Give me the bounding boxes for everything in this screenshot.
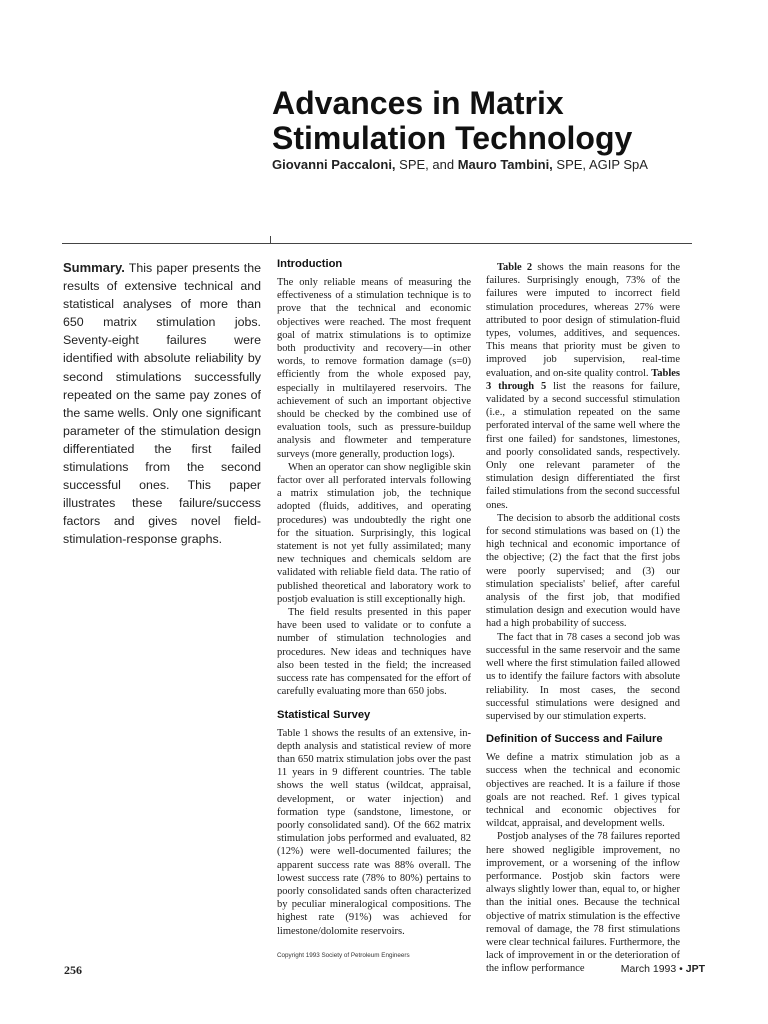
middle-column [277,258,471,959]
copyright-notice: Copyright 1993 Society of Petroleum Engineers [277,951,410,959]
author-2-affiliation: SPE, AGIP SpA [552,157,648,172]
right-paragraph-1: Table 2 shows the main reasons for the failures. Surprisingly enough, 73% of the failures were imputed to incorrect field stimulation procedures, whereas 27% were attributed to poor design of stimulation-fluid types, volumes, additives, and sequences. This means that priority must be given to improved job supervision, real-time evaluation, and on-site quality control. Tables 3 through 5 list the reasons for failure, validated by a second successful stimulation (i.e., a stimulation repeated on the same perforated interval of the same well where the first one failed) for sandstones, limestones, and poorly consolidated sands, respectively. Only one relevant parameter of the stimulation design differentiated the first failed stimulations from the second successful ones. [486,262,680,511]
introduction-paragraph-1: The only reliable means of measuring the effectiveness of a stimulation technique is to prove that the technical and economic objectives were reached. The most frequent goal of matrix stimulations is to optimize both productivity and recovery—in other words, to remove formation damage (s=0) efficiently from the whole exposed pay, especially in multilayered reservoirs. The achievement of such an important objective should be checked by the combined use of evaluation tools, such as pressure-buildup analysis and flowmeter and temperature surveys (more generally, production logs). [277,277,471,460]
journal-name: JPT [685,963,705,975]
right-paragraph-3: The fact that in 78 cases a second job was successful in the same reservoir and the same well where the first stimulation failed allowed us to identify the failure factors with absolute reliability. In most cases, the second successful stimulations were designed and supervised by our stimulation experts. [486,631,680,722]
table-2-ref: Table 2 [497,262,533,273]
summary-label: Summary. [63,260,125,275]
author-1-affiliation: SPE, and [395,157,458,172]
header-divider-tick [270,236,271,243]
statistical-survey-heading: Statistical Survey [277,708,371,721]
introduction-paragraph-2: When an operator can show negligible skin factor over all perforated intervals following a matrix stimulation job, the technique adopted (fluids, additives, and operating procedures) was undoubtedly the right one for the situation. Surprisingly, this logical statement is not yet fully assimilated; many new techniques and chemicals seldom are validated with reliable field data. The ratio of published theoretical and laboratory work to postjob evaluation is still exceptionally high. [277,461,471,605]
title-line-1: Advances in Matrix [272,85,564,121]
definition-heading: Definition of Success and Failure [486,733,663,746]
author-2-name: Mauro Tambini, [457,157,553,172]
summary-block [63,259,261,549]
right-paragraph-2: The decision to absorb the additional costs for second stimulations was based on (1) the high technical and economic importance of the objective; (2) the fact that the first jobs were poorly supervised; and (3) our stimulation specialists' belief, after careful analysis of the first job, that modified stimulation design and execution would have had a high probability of success. [486,512,680,630]
right-column [486,261,680,976]
tables-3-5-ref: Tables 3 through 5 [486,367,680,392]
definition-paragraph-2: Postjob analyses of the 78 failures reported here showed negligible improvement, no improvement, or a worsening of the inflow performance. Postjob skin factors were always slightly lower than, equal to, or higher than the initial ones. Because the technical objective of matrix stimulation is the effective removal of damage, the 78 first stimulations were clear technical failures. Furthermore, the lack of improvement in or the deterioration of the inflow performance [486,831,680,975]
header-divider [62,243,692,244]
summary-text: This paper presents the results of extensive technical and statistical analyses of more than 650 matrix stimulation jobs. Seventy-eight failures were identified with absolute reliability by second stimulations successfully repeated on the same pay zones of the same wells. Only one significant parameter of the stimulation design differentiated the first failed stimulations from the second successful ones. This paper illustrates these failure/success factors and gives novel field-stimulation-response graphs. [63,261,261,547]
author-line [272,157,752,172]
author-1-name: Giovanni Paccaloni, [272,157,396,172]
definition-paragraph-1: We define a matrix stimulation job as a success when the technical and economic objectives are reached. It is a failure if those goals are not reached. Ref. 1 gives typical technical and economic objectives for wildcat, appraisal, and development wells. [486,752,680,830]
statistical-survey-paragraph-1: Table 1 shows the results of an extensive, in-depth analysis and statistical review of more than 650 matrix stimulation jobs over the past 11 years in 9 different countries. The table shows the well status (wildcat, appraisal, development, or water injection) and formation type (sandstone, limestone, or poorly consolidated sand). Of the 662 matrix stimulation jobs performed and evaluated, 82 (12%) were well-documented failures; the apparent success rate was 88% overall. The lowest success rate (78% to 80%) pertains to poorly consolidated sands often characterized by peculiar mineralogical compositions. The highest rate (91%) was achieved for limestone/dolomite reservoirs. [277,727,471,937]
article-title [272,86,752,156]
page-number: 256 [64,963,82,977]
title-line-2: Stimulation Technology [272,120,633,156]
introduction-paragraph-3: The field results presented in this paper have been used to validate or to confute a number of stimulation technologies and procedures. New ideas and techniques have also been tested in the field; the increased success rate has compensated for the effort of carefully evaluating more than 650 jobs. [277,607,471,698]
journal-footer [621,963,705,975]
introduction-heading: Introduction [277,258,343,270]
issue-date: March 1993 • [620,963,686,975]
